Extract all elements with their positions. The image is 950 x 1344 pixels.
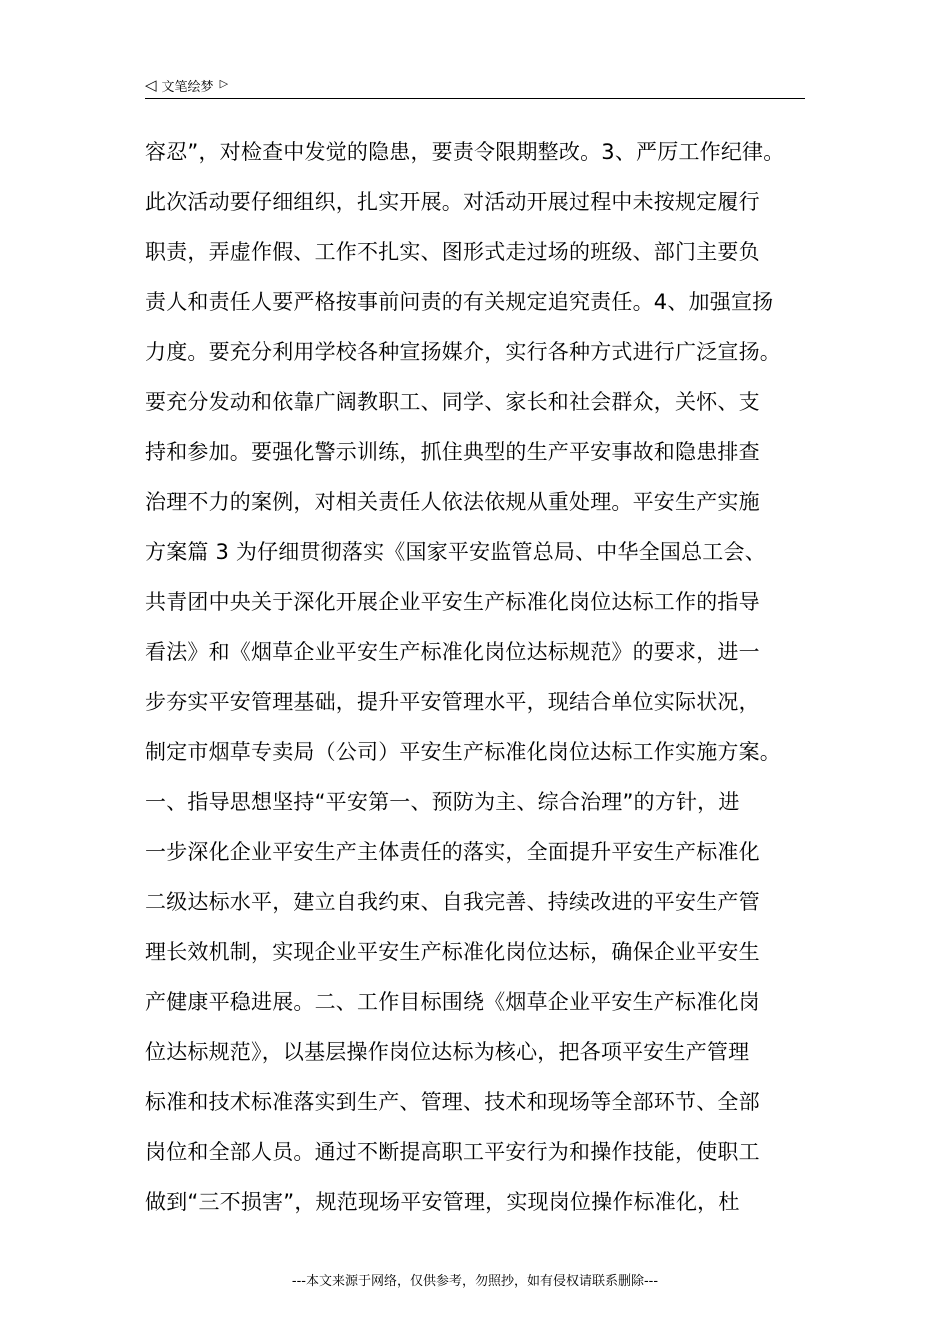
page-footer-disclaimer: ---本文来源于网络，仅供参考，勿照抄，如有侵权请联系删除--- [291, 1274, 659, 1289]
page-header [145, 72, 805, 99]
text-line: 理长效机制，实现企业平安生产标准化岗位达标，确保企业平安生 [145, 940, 760, 964]
text-line: 制定市烟草专卖局（公司）平安生产标准化岗位达标工作实施方案。 [145, 740, 781, 764]
text-line: 共青团中央关于深化开展企业平安生产标准化岗位达标工作的指导 [145, 590, 760, 614]
text-line: 要充分发动和依靠广阔教职工、同学、家长和社会群众，关怀、支 [145, 390, 760, 414]
text-line: 容忍”，对检查中发觉的隐患，要责令限期整改。3、严厉工作纪律。 [145, 140, 785, 164]
text-line: 责人和责任人要严格按事前问责的有关规定追究责任。4、加强宣扬 [145, 290, 774, 314]
text-line: 力度。要充分利用学校各种宣扬媒介，实行各种方式进行广泛宣扬。 [145, 340, 781, 364]
text-line: 此次活动要仔细组织，扎实开展。对活动开展过程中未按规定履行 [145, 190, 760, 214]
text-line: 产健康平稳进展。二、工作目标围绕《烟草企业平安生产标准化岗 [145, 990, 760, 1014]
triangle-right-icon: ▷ [219, 76, 229, 90]
document-body [145, 127, 810, 1227]
triangle-left-icon: ◁ [145, 75, 157, 94]
text-line: 职责，弄虚作假、工作不扎实、图形式走过场的班级、部门主要负 [145, 240, 760, 264]
text-line: 步夯实平安管理基础，提升平安管理水平，现结合单位实际状况， [145, 690, 760, 714]
text-line: 二级达标水平，建立自我约束、自我完善、持续改进的平安生产管 [145, 890, 760, 914]
text-line: 一、指导思想坚持“平安第一、预防为主、综合治理”的方针，进 [145, 790, 740, 814]
text-line: 治理不力的案例，对相关责任人依法依规从重处理。平安生产实施 [145, 490, 760, 514]
text-line: 持和参加。要强化警示训练，抓住典型的生产平安事故和隐患排查 [145, 440, 760, 464]
header-title: 文笔绘梦 [161, 79, 214, 95]
text-line: 看法》和《烟草企业平安生产标准化岗位达标规范》的要求，进一 [145, 640, 760, 664]
text-line: 一步深化企业平安生产主体责任的落实，全面提升平安生产标准化 [145, 840, 760, 864]
text-line: 方案篇 3 为仔细贯彻落实《国家平安监管总局、中华全国总工会、 [145, 540, 766, 564]
text-line: 岗位和全部人员。通过不断提高职工平安行为和操作技能，使职工 [145, 1140, 760, 1164]
text-line: 标准和技术标准落实到生产、管理、技术和现场等全部环节、全部 [145, 1090, 760, 1114]
text-line: 做到“三不损害”，规范现场平安管理，实现岗位操作标准化，杜 [145, 1190, 740, 1214]
text-line: 位达标规范》，以基层操作岗位达标为核心，把各项平安生产管理 [145, 1040, 750, 1064]
